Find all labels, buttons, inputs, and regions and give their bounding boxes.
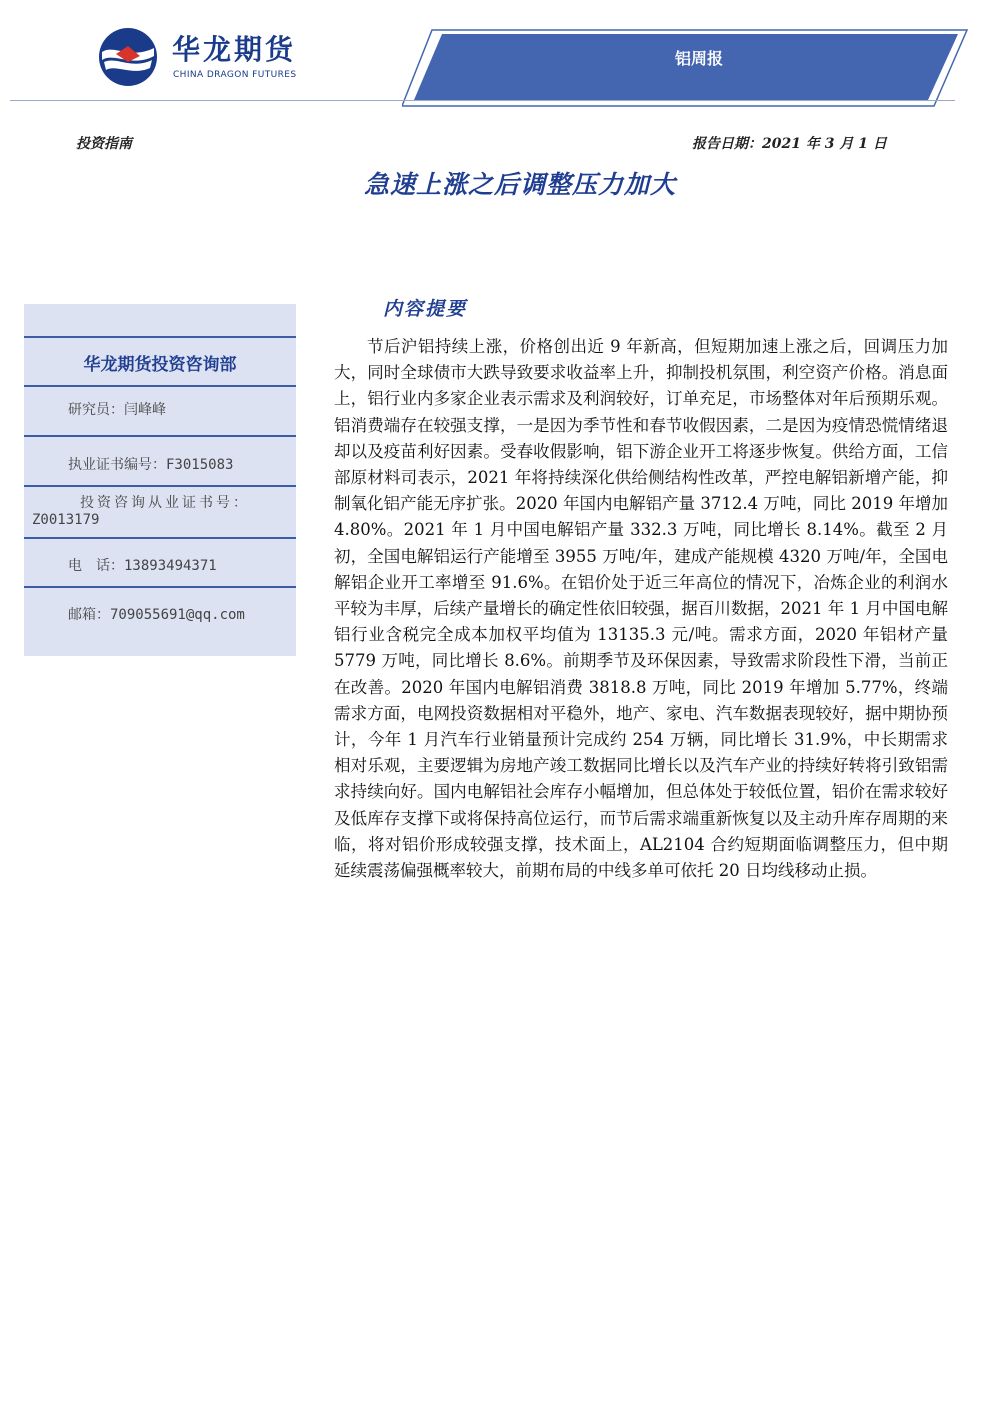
report-type-label: 铝周报 bbox=[675, 49, 724, 68]
report-date: 报告日期：2021 年 3 月 1 日 bbox=[692, 136, 887, 152]
analyst-name: 研究员：闫峰峰 bbox=[24, 387, 296, 437]
advisory-license-label: 投资咨询从业证书号： bbox=[80, 495, 250, 511]
advisory-license-id: Z0013179 bbox=[32, 512, 100, 528]
advisory-license bbox=[24, 487, 296, 539]
phone-number: 电 话：13893494371 bbox=[24, 539, 296, 588]
report-title: 急速上涨之后调整压力加大 bbox=[363, 170, 676, 199]
report-category: 投资指南 bbox=[76, 136, 132, 152]
header-divider bbox=[10, 100, 955, 101]
department-name: 华龙期货投资咨询部 bbox=[24, 338, 296, 387]
sidebar-top-band bbox=[24, 304, 296, 338]
license-number: 执业证书编号：F3015083 bbox=[24, 437, 296, 487]
summary-heading: 内容提要 bbox=[383, 298, 468, 320]
logo-chinese-name: 华龙期货 bbox=[172, 33, 297, 66]
logo-english-name: CHINA DRAGON FUTURES bbox=[173, 70, 297, 80]
dragon-logo-icon bbox=[96, 26, 160, 88]
summary-body: 节后沪铝持续上涨，价格创出近 9 年新高，但短期加速上涨之后，回调压力加大，同时全球债市大跌导致要求收益率上升，抑制投机氛围，利空资产价格。消息面上，铝行业内多家企业表示需求及利润较好，订单充足，市场整体对年后预期乐观。铝消费端存在较强支撑，一是因为季节性和春节收假因素，二是因为疫情恐慌情绪退却以及疫苗利好因素。受春收假影响，铝下游企业开工将逐步恢复。供给方面，工信部原材料司表示，2021 年将持续深化供给侧结构性改革，严控电解铝新增产能，抑制氧化铝产能无序扩张。2020 年国内电解铝产量 3712.4 万吨，同比 2019 年增加 4.80%。2021 年 1 月中国电解铝产量 332.3 万吨，同比增长 8.14%。截至 2 月初，全国电解铝运行产能增至 3955 万吨/年，建成产能规模 4320 万吨/年，全国电解铝企业开工率增至 91.6%。在铝价处于近三年高位的情况下，冶炼企业的利润水平较为丰厚，后续产量增长的确定性依旧较强，据百川数据，2021 年 1 月中国电解铝行业含税完全成本加权平均值为 13135.3 元/吨。需求方面，2020 年铝材产量 5779 万吨，同比增长 8.6%。前期季节及环保因素，导致需求阶段性下滑，当前正在改善。2020 年国内电解铝消费 3818.8 万吨，同比 2019 年增加 5.77%，终端需求方面，电网投资数据相对平稳外，地产、家电、汽车数据表现较好，据中期协预计，今年 1 月汽车行业销量预计完成约 254 万辆，同比增长 31.9%，中长期需求相对乐观，主要逻辑为房地产竣工数据同比增长以及汽车产业的持续好转将引致铝需求持续向好。国内电解铝社会库存小幅增加，但总体处于较低位置，铝价在需求较好及低库存支撑下或将保持高位运行，而节后需求端重新恢复以及主动升库存周期的来临，将对铝价形成较强支撑，技术面上，AL2104 合约短期面临调整压力，但中期延续震荡偏强概率较大，前期布局的中线多单可依托 20 日均线移动止损。 bbox=[334, 337, 948, 881]
company-logo bbox=[96, 26, 326, 88]
email-address: 邮箱：709055691@qq.com bbox=[68, 607, 245, 623]
contact-sidebar bbox=[24, 304, 296, 656]
